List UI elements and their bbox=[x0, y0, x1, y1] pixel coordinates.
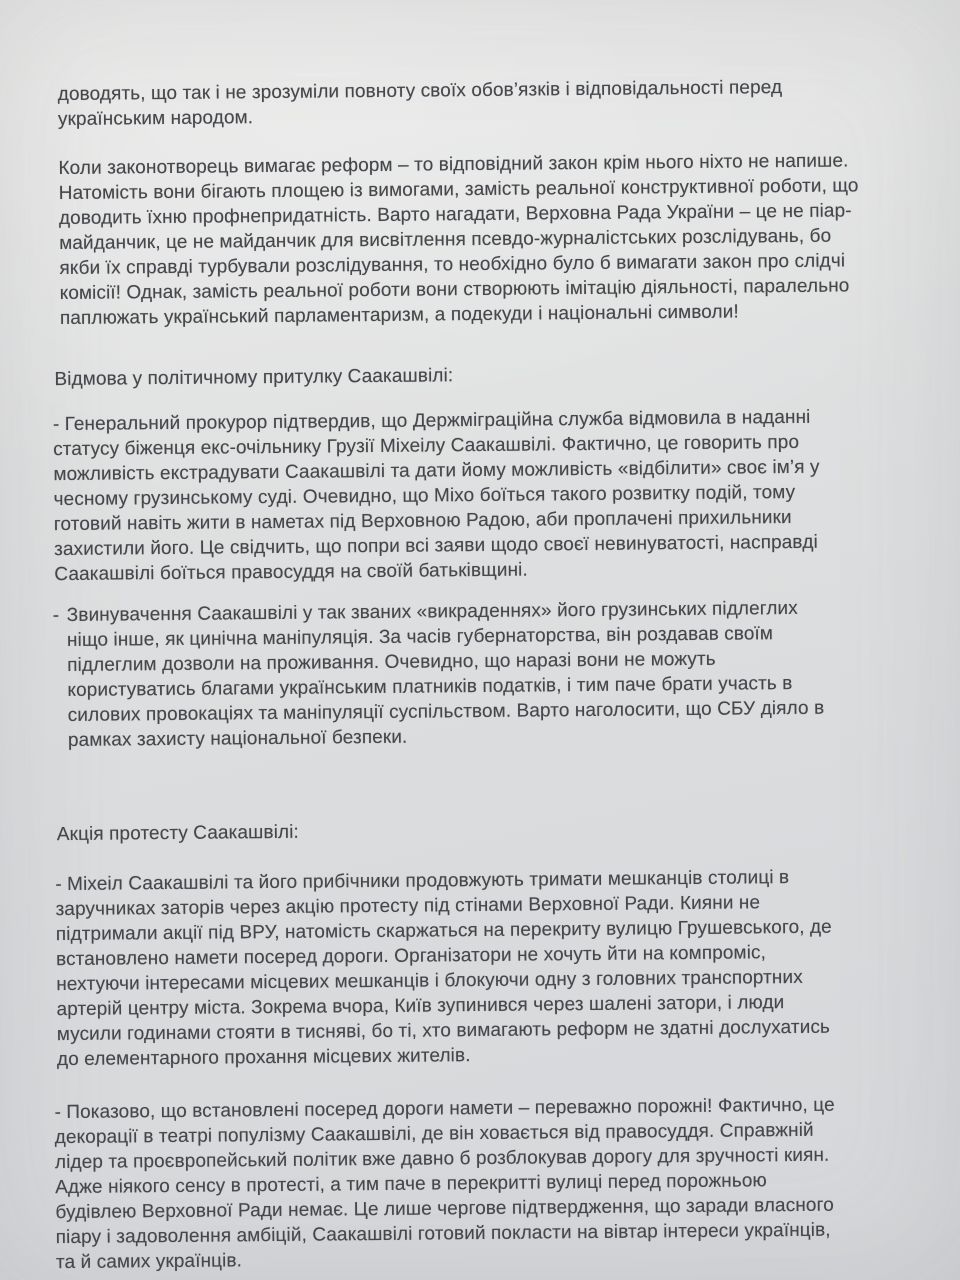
text-line: піару і задоволення амбіцій, Саакашвілі готовий покласти на вівтар інтереси українців, bbox=[55, 1219, 831, 1249]
text-line: Натомість вони бігають площею із вимогами, замість реальної конструктивної роботи, що bbox=[58, 175, 859, 205]
text-line: артерій центру міста. Зокрема вчора, Київ зупинився через шалені затори, і люди bbox=[56, 992, 785, 1021]
text-line: лідер та проєвропейський політик вже давно б розблокував дорогу для зручності киян. bbox=[54, 1144, 830, 1174]
heading-block bbox=[54, 363, 453, 392]
section-heading: Акція протесту Саакашвілі: bbox=[56, 821, 299, 846]
text-line: паплюжать український парламентаризм, а подекуди і національні символи! bbox=[59, 301, 739, 330]
text-line: якби їх справді турбували розслідування, то необхідно було б вимагати закон про слідчі bbox=[59, 250, 846, 280]
text-line: користуватись благами українським платників податків, і тим паче брати участь в bbox=[67, 673, 793, 701]
text-line: готовий навіть жити в наметах під Верховною Радою, аби проплачені прихильники bbox=[53, 507, 792, 536]
bullet-block bbox=[53, 405, 821, 587]
text-line: та й самих українців. bbox=[55, 1250, 243, 1274]
text-line: мусили годинами стояти в тисняві, бо ті, хто вимагають реформ не здатні дослухатись bbox=[56, 1016, 831, 1046]
text-line: будівлею Верховної Ради немає. Це лише чергове підтвердження, що заради власного bbox=[55, 1194, 834, 1224]
text-line: доводить їхню профнепридатність. Варто нагадати, Верховна Рада України – це не піар- bbox=[58, 200, 852, 230]
text-line: Саакашвілі боїться правосуддя на своїй батьківщині. bbox=[54, 559, 528, 586]
text-line: майданчик, це не майданчик для висвітлення псевдо-журналістських розслідувань, бо bbox=[59, 225, 832, 255]
text-line: ніщо інше, як цинічна маніпуляція. За часів губернаторства, він роздавав своїм bbox=[66, 623, 774, 651]
text-line: чесному грузинському суді. Очевидно, що Міхо боїться такого розвитку подій, тому bbox=[53, 481, 796, 511]
text-line: підтримали акції під ВРУ, натомість скаржаться на перекриту вулицю Грушевського, де bbox=[55, 916, 832, 946]
text-line: встановлено намети посеред дороги. Організатори не хочуть йти на компроміс, bbox=[55, 942, 767, 971]
paragraph-block bbox=[58, 148, 859, 331]
text-line: до елементарного прохання місцевих жителів. bbox=[56, 1045, 471, 1071]
bullet-marker: - bbox=[52, 605, 60, 627]
text-line: Звинувачення Саакашвілі у так званих «викраденнях» його грузинських підлеглих bbox=[66, 597, 798, 626]
text-line: заручниках заторів через акцію протесту під стінами Верховної Ради. Кияни не bbox=[55, 892, 761, 921]
text-line: доводять, що так і не зрозуміли повноту своїх обов’язків і відповідальності перед bbox=[57, 77, 783, 106]
text-line: можливість екстрадувати Саакашвілі та дати йому можливість «відбілити» своє ім’я у bbox=[53, 456, 820, 486]
text-line: - Міхеіл Саакашвілі та його прибічники продовжують тримати мешканців столиці в bbox=[55, 867, 790, 896]
bullet-block bbox=[54, 1093, 836, 1275]
text-line: статусу біженця екс-очільнику Грузії Міхеілу Саакашвілі. Фактично, це говорить про bbox=[53, 431, 800, 461]
text-line: Адже ніякого сенсу в протесті, а тим паче в перекритті вулиці перед порожньою bbox=[55, 1170, 767, 1199]
text-line: захистили його. Це свідчить, що попри всі заяви щодо своєї невинуватості, насправді bbox=[54, 531, 818, 561]
text-line: - Показово, що встановлені посеред дороги намети – переважно порожні! Фактично, це bbox=[54, 1094, 835, 1124]
bullet-block bbox=[55, 865, 833, 1072]
section-heading: Відмова у політичному притулку Саакашвілі: bbox=[54, 365, 454, 391]
text-line: силових провокаціях та маніпуляції суспільством. Варто наголосити, що СБУ діяло в bbox=[67, 697, 825, 726]
text-line: - Генеральний прокурор підтвердив, що Держміграційна служба відмовила в наданні bbox=[52, 406, 811, 436]
text-line: нехтуючи інтересами місцевих мешканців і блокуючи одну з головних транспортних bbox=[56, 966, 803, 996]
text-line: рамках захисту національної безпеки. bbox=[67, 726, 408, 751]
paragraph-block bbox=[58, 75, 783, 132]
heading-block bbox=[57, 820, 299, 847]
text-line: декорації в театрі популізму Саакашвілі, де він ховається від правосуддя. Справжній bbox=[54, 1119, 814, 1149]
text-line: Коли законотворець вимагає реформ – то відповідний закон крім нього ніхто не напише. bbox=[58, 150, 849, 180]
text-line: підлеглим дозволи на проживання. Очевидно, що наразі вони не можуть bbox=[67, 648, 716, 676]
text-line: українським народом. bbox=[57, 107, 254, 131]
text-line: комісії! Однак, замість реальної роботи вони створюють імітацію діяльності, паралельно bbox=[59, 275, 850, 305]
bullet-block bbox=[53, 596, 825, 753]
